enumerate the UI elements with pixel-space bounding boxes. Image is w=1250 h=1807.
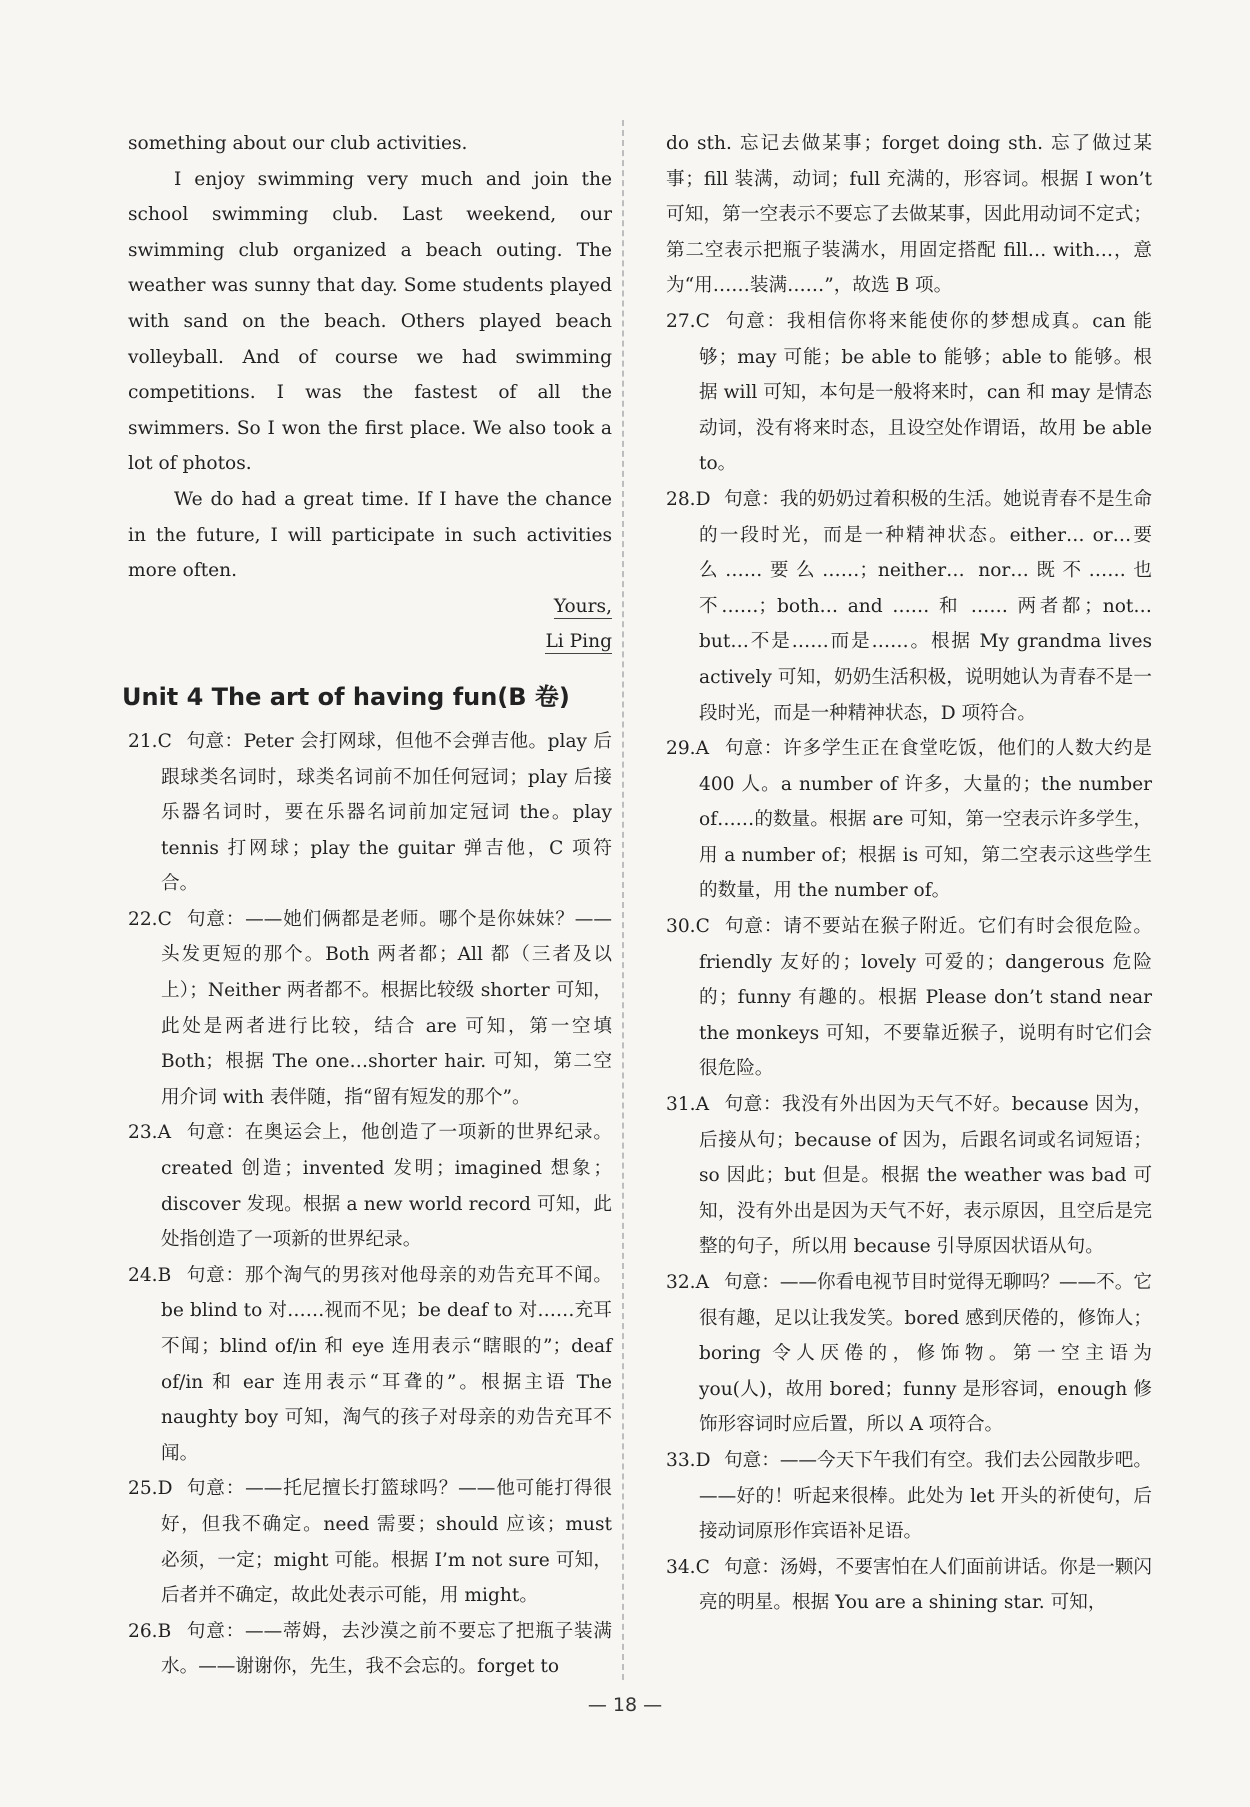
signature-text: Li Ping (545, 631, 612, 653)
left-column (122, 126, 612, 1685)
item-number: 25.D (128, 1478, 173, 1500)
essay-closing (128, 589, 612, 625)
item-26-continued: do sth. 忘记去做某事；forget doing sth. 忘了做过某事；fill 装满，动词；full 充满的，形容词。根据 I won’t 可知，第一空表示不要忘了去做某事，因此用动词不定式；第二空表示把瓶子装满水，用固定搭配 fill… with…，意为“用……装满……”，故选 B 项。 (666, 133, 1152, 297)
item-explanation: 句意：在奥运会上，他创造了一项新的世界纪录。created 创造；invented 发明；imagined 想象；discover 发现。根据 a new world record 可知，此处指创造了一项新的世界纪录。 (161, 1122, 612, 1251)
item-explanation: 句意：那个淘气的男孩对他母亲的劝告充耳不闻。be blind to 对……视而不见；be deaf to 对……充耳不闻；blind of/in 和 eye 连用表示“瞎眼的”；deaf of/in 和 ear 连用表示“耳聋的”。根据主语 The naughty boy 可知，淘气的孩子对母亲的劝告充耳不闻。 (161, 1264, 612, 1464)
answer-item (666, 1443, 1152, 1550)
answer-item (128, 724, 612, 902)
closing-text: Yours, (553, 595, 612, 617)
answer-item (666, 1087, 1152, 1265)
essay-continued-line: something about our club activities. (128, 133, 468, 154)
answer-item (128, 1471, 612, 1613)
item-number: 28.D (666, 488, 711, 510)
answer-item (128, 902, 612, 1116)
item-number: 22.C (128, 908, 172, 930)
item-explanation: 句意：汤姆，不要害怕在人们面前讲话。你是一颗闪亮的明星。根据 You are a shining star. 可知， (699, 1556, 1152, 1614)
item-explanation: 句意：——你看电视节目时觉得无聊吗？——不。它很有趣，足以让我发笑。bored 感到厌倦的，修饰人；boring 令人厌倦的，修饰物。第一空主语为 you(人)，故用 bored；funny 是形容词，enough 修饰形容词时应后置，所以 A 项符合。 (699, 1272, 1152, 1436)
item-number: 33.D (666, 1449, 711, 1471)
answer-item (666, 731, 1152, 909)
answer-item (666, 304, 1152, 482)
answer-item (666, 482, 1152, 731)
essay-paragraph-1: I enjoy swimming very much and join the school swimming club. Last weekend, our swimming club organized a beach outing. The weather was sunny that day. Some students played with sand on the beach. Others played beach volleyball. And of course we had swimming competitions. I was the fastest of all the swimmers. So I won the first place. We also took a lot of photos. (128, 168, 612, 475)
item-number: 32.A (666, 1272, 709, 1293)
essay-paragraph-2: We do had a great time. If I have the chance in the future, I will participate in such activities more often. (128, 488, 612, 582)
item-explanation: 句意：许多学生正在食堂吃饭，他们的人数大约是 400 人。a number of 许多，大量的；the number of……的数量。根据 are 可知，第一空表示许多学生，用 a number of；根据 is 可知，第二空表示这些学生的数量，用 the number of。 (699, 738, 1152, 902)
item-number: 34.C (666, 1556, 710, 1578)
answer-item (128, 1115, 612, 1257)
item-number: 31.A (666, 1094, 709, 1116)
item-number: 29.A (666, 738, 709, 760)
answer-item (666, 1550, 1152, 1621)
item-explanation: 句意：我没有外出因为天气不好。because 因为，后接从句；because of 因为，后跟名词或名词短语；so 因此；but 但是。根据 the weather was bad 可知，没有外出是因为天气不好，表示原因，且空后是完整的句子，所以用 because 引导原因状语从句。 (699, 1094, 1152, 1258)
item-explanation: 句意：请不要站在猴子附近。它们有时会很危险。friendly 友好的；lovely 可爱的；dangerous 危险的；funny 有趣的。根据 Please don’t stand near the monkeys 可知，不要靠近猴子，说明有时它们会很危险。 (699, 916, 1152, 1080)
item-number: 21.C (128, 730, 172, 752)
item-explanation: 句意：Peter 会打网球，但他不会弹吉他。play 后跟球类名词时，球类名词前不加任何冠词；play 后接乐器名词时，要在乐器名词前加定冠词 the。play tennis 打网球；play the guitar 弹吉他，C 项符合。 (161, 730, 612, 895)
answer-item (666, 1265, 1152, 1443)
item-explanation: 句意：——她们俩都是老师。哪个是你妹妹？——头发更短的那个。Both 两者都；All 都（三者及以上）；Neither 两者都不。根据比较级 shorter 可知，此处是两者进行比较，结合 are 可知，第一空填 Both；根据 The one…shorter hair. 可知，第二空用介词 with 表伴随，指“留有短发的那个”。 (161, 908, 612, 1108)
item-explanation: 句意：——蒂姆，去沙漠之前不要忘了把瓶子装满水。——谢谢你，先生，我不会忘的。forget to (161, 1620, 612, 1678)
item-explanation: 句意：我相信你将来能使你的梦想成真。can 能够；may 可能；be able to 能够；able to 能够。根据 will 可知，本句是一般将来时，can 和 may 是情态动词，没有将来时态，且设空处作谓语，故用 be able to。 (699, 310, 1152, 475)
item-number: 24.B (128, 1264, 172, 1286)
item-number: 26.B (128, 1620, 172, 1642)
page-number: — 18 — (587, 1694, 663, 1716)
answer-item (128, 1258, 612, 1472)
column-divider (622, 120, 624, 1680)
answer-item (666, 909, 1152, 1087)
answer-item (128, 1614, 612, 1685)
item-number: 23.A (128, 1122, 171, 1144)
item-explanation: 句意：——今天下午我们有空。我们去公园散步吧。——好的！听起来很棒。此处为 let 开头的祈使句，后接动词原形作宾语补足语。 (699, 1449, 1152, 1543)
essay-signature (128, 624, 612, 660)
item-number: 30.C (666, 916, 710, 938)
unit-title: Unit 4 The art of having fun(B 卷) (122, 682, 570, 711)
item-explanation: 句意：我的奶奶过着积极的生活。她说青春不是生命的一段时光，而是一种精神状态。either… or…要么……要么……；neither… nor…既不……也不……；both… and …… 和 …… 两者都；not… but…不是……而是……。根据 My grandma lives actively 可知，奶奶生活积极，说明她认为青春不是一段时光，而是一种精神状态，D 项符合。 (699, 488, 1152, 724)
item-explanation: 句意：——托尼擅长打篮球吗？——他可能打得很好，但我不确定。need 需要；should 应该；must 必须，一定；might 可能。根据 I’m not sure 可知，后者并不确定，故此处表示可能，用 might。 (161, 1478, 612, 1607)
item-number: 27.C (666, 310, 710, 332)
right-column (666, 126, 1152, 1621)
